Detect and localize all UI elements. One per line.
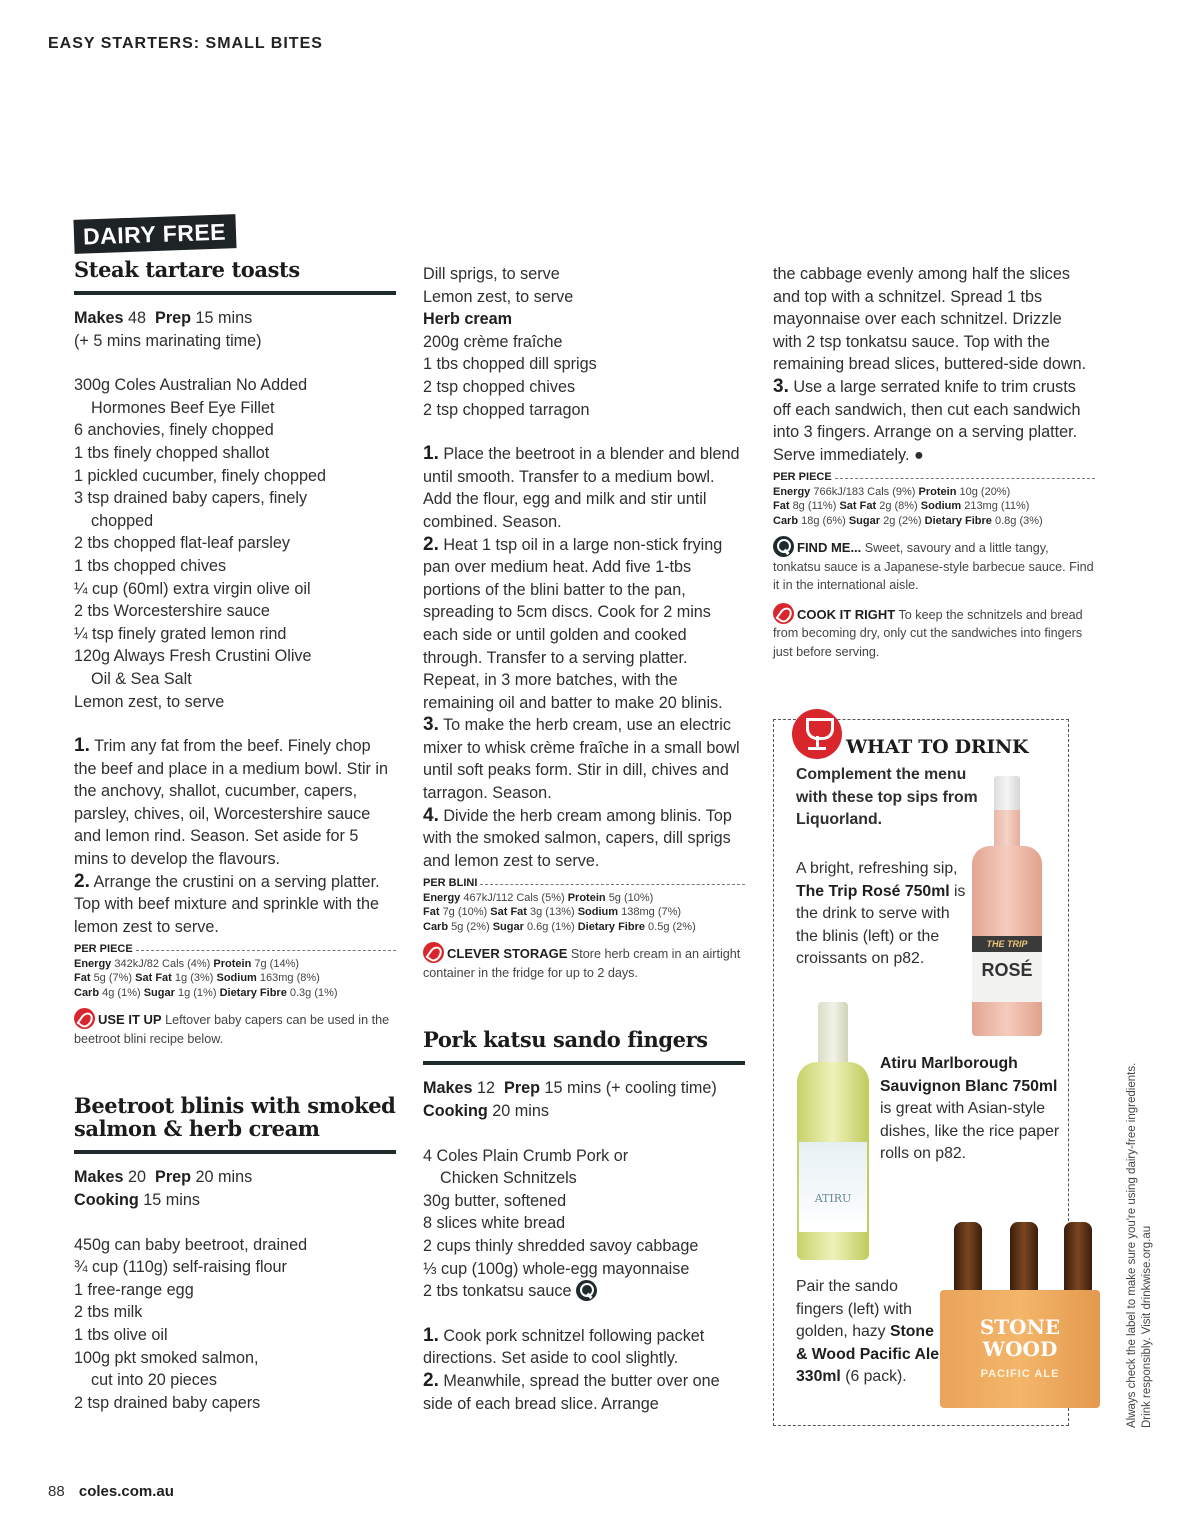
ingredient: 2 tsp drained baby capers	[74, 1393, 261, 1412]
ale-description: Pair the sando fingers (left) with golden, hazy Stone & Wood Pacific Ale 330ml (6 pack).	[796, 1278, 940, 1386]
page-number: 88	[48, 1483, 65, 1500]
step: 1. Cook pork schnitzel following packet directions. Set aside to cool slightly.	[423, 1324, 705, 1368]
ingredient: 6 anchovies, finely chopped	[74, 421, 274, 440]
step: 4. Divide the herb cream among blinis. Top with the smoked salmon, capers, dill sprigs and lemon zest to serve.	[423, 804, 732, 870]
leaf-icon	[773, 603, 794, 624]
ingredient: 8 slices white bread	[423, 1214, 566, 1233]
ingredient: Oil & Sea Salt	[91, 669, 192, 688]
title-rule	[74, 1150, 396, 1154]
nutrition-panel-pork: PER PIECE Energy 766kJ/183 Cals (9%) Protein 10g (20%) Fat 8g (11%) Sat Fat 2g (8%) Sodium 213mg (11%) Carb 18g (6%) Sugar 2g (2%) Dietary Fibre 0.8g (3%)	[773, 470, 1095, 528]
title-rule	[74, 291, 396, 295]
step: 1. Place the beetroot in a blender and blend until smooth. Transfer to a medium bowl. Add the flour, egg and milk and stir until combined. Season.	[423, 443, 740, 531]
step: 3. Use a large serrated knife to trim crusts off each sandwich, then cut each sandwich into 3 fingers. Arrange on a serving platter. Serve immediately. ●	[773, 375, 1081, 464]
what-to-drink-title: WHAT TO DRINK	[846, 736, 1029, 758]
nutrition-heading: PER PIECE	[74, 943, 133, 956]
ingredient: cut into 20 pieces	[91, 1371, 217, 1390]
pacific-ale-six-pack-image: STONE WOOD PACIFIC ALE	[940, 1222, 1100, 1422]
recipe-title-pork: Pork katsu sando fingers	[423, 1027, 708, 1053]
prep-note: (+ 5 mins marinating time)	[74, 331, 262, 350]
prep-value: 15 mins	[195, 309, 253, 327]
nutrition-panel-blinis: PER BLINI Energy 467kJ/112 Cals (5%) Protein 5g (10%) Fat 7g (10%) Sat Fat 3g (13%) Sodium 138mg (7%) Carb 5g (2%) Sugar 0.6g (1%) Dietary Fibre 0.5g (2%)	[423, 876, 745, 934]
ingredient: ¼ tsp finely grated lemon rind	[74, 624, 287, 643]
ingredient: 2 cups thinly shredded savoy cabbage	[423, 1237, 699, 1255]
makes-label: Makes	[74, 309, 124, 327]
step: 2. Meanwhile, spread the butter over one side of each bread slice. Arrange	[423, 1369, 720, 1413]
ingredient: 1 tbs olive oil	[74, 1326, 168, 1344]
ingredient: 2 tsp chopped chives	[423, 377, 576, 396]
leaf-icon	[423, 942, 444, 963]
ingredient: ¼ cup (60ml) extra virgin olive oil	[74, 579, 311, 598]
recipe-title-blinis: Beetroot blinis with smoked salmon & herb cream	[74, 1093, 396, 1142]
ingredient: 300g Coles Australian No Added	[74, 376, 308, 395]
recipe-meta-pork: Makes 12 Prep 15 mins (+ cooling time) Cooking 20 mins	[423, 1079, 717, 1121]
ingredient: 1 tbs finely chopped shallot	[74, 443, 270, 462]
column-2	[423, 263, 745, 1415]
tip-clever-storage: CLEVER STORAGE Store herb cream in an airtight container in the fridge for up to 2 days.	[423, 942, 745, 982]
ingredient: 30g butter, softened	[423, 1191, 567, 1210]
ingredient-list-pork	[423, 1145, 745, 1303]
method-steak	[74, 735, 396, 938]
method-pork	[423, 1325, 745, 1415]
recipe-meta-blinis: Makes 20 Prep 20 mins Cooking 15 mins	[74, 1168, 253, 1210]
ingredient: 120g Always Fresh Crustini Olive	[74, 647, 312, 666]
page-footer	[48, 1483, 174, 1500]
rose-description: A bright, refreshing sip, The Trip Rosé 750ml is the drink to serve with the blinis (left) or the croissants on p82.	[796, 860, 966, 968]
ingredient: 2 tbs Worcestershire sauce	[74, 602, 270, 621]
sauvignon-blanc-bottle-image: ATIRU	[797, 1002, 869, 1260]
ingredient: 2 tbs milk	[74, 1303, 143, 1322]
section-label: EASY STARTERS: SMALL BITES	[48, 35, 323, 52]
end-mark-icon: ●	[913, 445, 924, 464]
side-disclaimer: Always check the label to make sure you're using dairy-free ingredients. Drink responsibly. Visit drinkwise.org.au	[1126, 1062, 1153, 1428]
leaf-icon	[74, 1008, 95, 1029]
ingredient-list-steak	[74, 374, 396, 713]
ingredient: 1 tbs chopped chives	[74, 556, 227, 575]
rose-bottle-image: THE TRIP ROSÉ	[972, 776, 1042, 1036]
drink-intro: Complement the menu with these top sips from Liquorland.	[796, 766, 978, 829]
prep-label: Prep	[155, 309, 192, 327]
ingredient: ¾ cup (110g) self-raising flour	[74, 1258, 287, 1277]
recipe-meta-steak	[74, 307, 396, 352]
search-icon	[576, 1280, 597, 1301]
ingredient: 1 free-range egg	[74, 1280, 194, 1299]
ingredient-list-blinis-cont	[423, 263, 745, 421]
ingredient: 450g can baby beetroot, drained	[74, 1235, 308, 1254]
ingredient: chopped	[91, 511, 154, 530]
herb-cream-heading: Herb cream	[423, 310, 513, 329]
method-blinis	[423, 443, 745, 872]
dashed-divider	[480, 884, 745, 885]
search-icon	[773, 536, 794, 557]
column-1	[74, 258, 396, 1414]
tip-find-me: FIND ME... Sweet, savoury and a little tangy, tonkatsu sauce is a Japanese-style barbecue sauce. Find it in the international aisle.	[773, 536, 1095, 595]
step: 1. Trim any fat from the beef. Finely chop the beef and place in a medium bowl. Stir in the anchovy, shallot, cucumber, capers, parsley, chives, oil, Worcestershire sauce and lemon rind. Season. Set aside for 5 mins to develop the flavours.	[74, 735, 389, 869]
site-link[interactable]: coles.com.au	[78, 1483, 174, 1500]
method-pork-cont: the cabbage evenly among half the slices and top with a schnitzel. Spread 1 tbs mayonnaise over each schnitzel. Drizzle with 2 tsp tonkatsu sauce. Top with the remaining bread slices, buttered-side down. 3. Use a large serrated knife to trim crusts off each sandwich, then cut each sandwich into 3 fingers. Arrange on a serving platter. Serve immediately. ●	[773, 263, 1095, 466]
ingredient: 200g crème fraîche	[423, 332, 563, 351]
step: 3. To make the herb cream, use an electric mixer to whisk crème fraîche in a small bowl until soft peaks form. Stir in dill, chives and tarragon. Season.	[423, 714, 740, 803]
ingredient-list-blinis	[74, 1234, 396, 1415]
ingredient: ⅓ cup (100g) whole-egg mayonnaise	[423, 1259, 690, 1278]
step: 2. Heat 1 tsp oil in a large non-stick frying pan over medium heat. Add five 1-tbs portions of the blini batter to the pan, spreading to 5cm discs. Cook for 2 mins each side or until golden and cooked through. Transfer to a serving platter. Repeat, in 3 more batches, with the remaining oil and batter to make 20 blinis.	[423, 533, 723, 712]
ingredient: Hormones Beef Eye Fillet	[91, 398, 275, 417]
nutrition-panel-steak: PER PIECE Energy 342kJ/82 Cals (4%) Protein 7g (14%) Fat 5g (7%) Sat Fat 1g (3%) Sodium 163mg (8%) Carb 4g (1%) Sugar 1g (1%) Dietary Fibre 0.3g (1%)	[74, 942, 396, 1000]
ingredient: 2 tbs chopped flat-leaf parsley	[74, 534, 290, 553]
ingredient: 4 Coles Plain Crumb Pork or	[423, 1146, 629, 1165]
title-rule	[423, 1061, 745, 1065]
ingredient: 2 tsp chopped tarragon	[423, 400, 590, 419]
ingredient: 2 tbs tonkatsu sauce	[423, 1280, 745, 1303]
dashed-divider	[835, 478, 1095, 479]
tip-cook-it-right: COOK IT RIGHT To keep the schnitzels and bread from becoming dry, only cut the sandwiches into fingers just before serving.	[773, 603, 1095, 662]
ingredient: Dill sprigs, to serve	[423, 265, 560, 283]
ingredient: 1 tbs chopped dill sprigs	[423, 355, 597, 374]
wine-glass-icon	[792, 709, 842, 759]
ingredient: 100g pkt smoked salmon,	[74, 1348, 259, 1367]
column-3	[773, 263, 1095, 661]
makes-value: 48	[128, 309, 147, 327]
recipe-title-steak: Steak tartare toasts	[74, 257, 300, 282]
ingredient: Lemon zest, to serve	[74, 692, 225, 711]
ingredient: 1 pickled cucumber, finely chopped	[74, 466, 326, 485]
dairy-free-badge: DAIRY FREE	[73, 214, 236, 254]
sauvignon-description: Atiru Marlborough Sauvignon Blanc 750ml is great with Asian-style dishes, like the rice paper rolls on p82.	[880, 1055, 1060, 1163]
ingredient: Lemon zest, to serve	[423, 287, 574, 306]
dashed-divider	[136, 950, 396, 951]
step: 2. Arrange the crustini on a serving platter. Top with beef mixture and sprinkle with the lemon zest to serve.	[74, 870, 380, 936]
ingredient: Chicken Schnitzels	[440, 1169, 577, 1188]
tip-use-it-up: USE IT UP Leftover baby capers can be used in the beetroot blini recipe below.	[74, 1008, 396, 1048]
ingredient: 3 tsp drained baby capers, finely	[74, 489, 308, 508]
